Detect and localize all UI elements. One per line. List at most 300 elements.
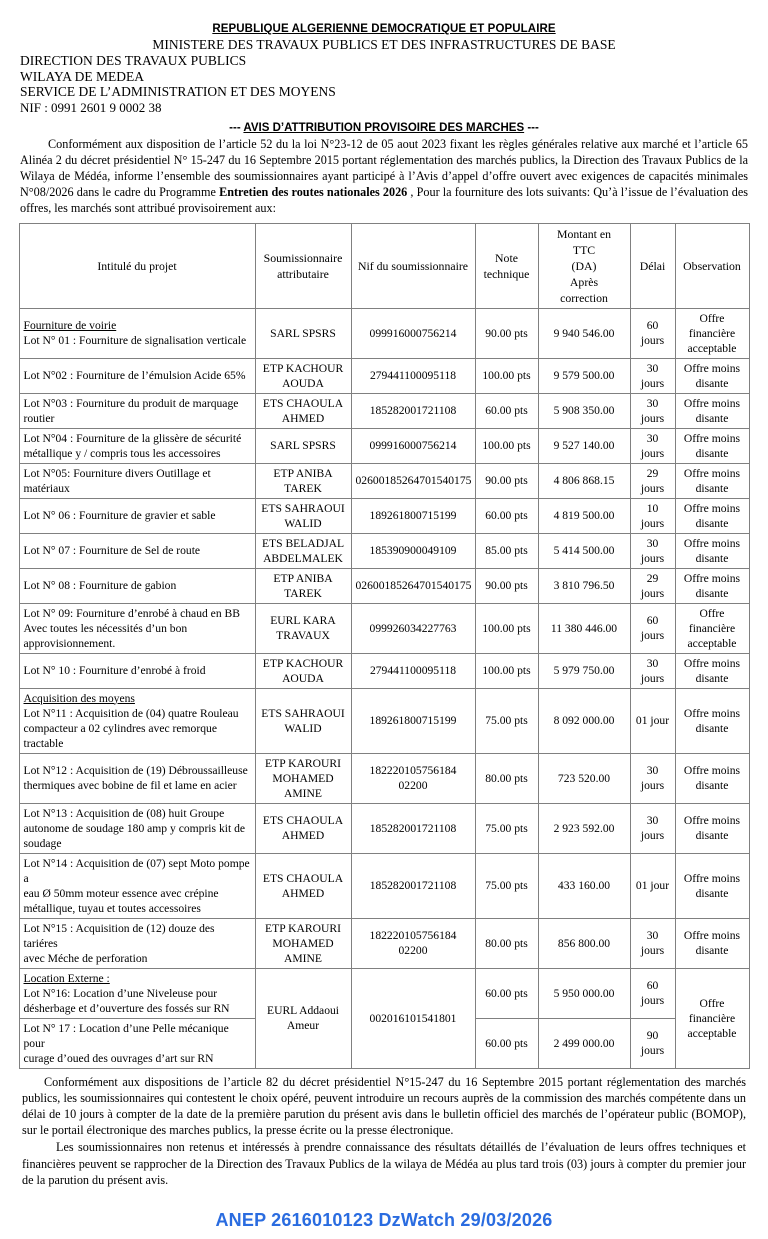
cell-nif-line-2: 02200 — [398, 944, 428, 958]
project-line-2: eau Ø 50mm moteur essence avec crépine — [23, 886, 219, 900]
cell-delai-line-1: 30 — [646, 396, 659, 410]
cell-delai-line-1: 01 jour — [635, 714, 670, 728]
cell-observation-line-2: disante — [695, 586, 729, 600]
cell-delai — [630, 498, 675, 533]
cell-observation-line-1: Offre moins — [683, 431, 741, 445]
cell-observation-line-1: Offre — [699, 996, 725, 1010]
cell-observation-line-2: disante — [695, 886, 729, 900]
cell-observation-line-2: disante — [695, 446, 729, 460]
cell-intitule-projet — [19, 603, 255, 653]
cell-nif-line-1: 189261800715199 — [369, 714, 457, 728]
cell-nif-line-1: 099916000756214 — [369, 439, 457, 453]
cell-soumissionnaire-line-1: EURL Addaoui — [266, 1004, 340, 1018]
cell-nif-line-1: 182220105756184 — [369, 764, 457, 778]
cell-intitule-projet — [19, 653, 255, 688]
intro-program-name: Entretien des routes nationales 2026 — [219, 185, 408, 200]
cell-note-technique: 80.00 pts — [475, 753, 538, 803]
table-row — [19, 688, 749, 753]
project-line-2: métallique y / compris tous les accessoires — [23, 446, 221, 460]
project-line-1: Lot N° 08 : Fourniture de gabion — [23, 579, 177, 593]
cell-soumissionnaire — [255, 358, 351, 393]
cell-delai-line-1: 30 — [646, 814, 659, 828]
notice-title-prefix: --- — [229, 121, 244, 134]
col-header-montant-line-1: Montant en — [556, 226, 612, 241]
cell-soumissionnaire — [255, 653, 351, 688]
cell-nif-line-1: 279441100095118 — [369, 664, 457, 678]
table-row — [19, 853, 749, 918]
intro-part2: , Pour la fourniture des lots suivants: Qu’à l’issue de l’évaluation des offres, les marchés sont attribué provisoirement aux: — [20, 185, 748, 216]
cell-intitule-projet — [19, 753, 255, 803]
cell-delai — [630, 568, 675, 603]
cell-delai-line-1: 29 — [646, 466, 659, 480]
project-line-1: Lot N° 07 : Fourniture de Sel de route — [23, 544, 201, 558]
project-line-1: Lot N°13 : Acquisition de (08) huit Groupe — [23, 806, 225, 820]
project-line-1: Lot N° 09: Fourniture d’enrobé à chaud en BB — [23, 606, 240, 620]
cell-delai-line-2: jours — [640, 481, 665, 495]
cell-soumissionnaire — [255, 853, 351, 918]
table-row — [19, 393, 749, 428]
cell-observation — [675, 498, 749, 533]
col-header-note-line-1: Note — [495, 250, 518, 265]
project-line-3: métallique, tuyau et toutes accessoires — [23, 901, 201, 915]
project-line-1: Lot N°16: Location d’une Niveleuse pour — [23, 986, 218, 1000]
cell-delai-line-2: jours — [640, 516, 665, 530]
table-row — [19, 498, 749, 533]
cell-note-technique: 80.00 pts — [475, 918, 538, 968]
cell-delai-line-1: 30 — [646, 361, 659, 375]
cell-montant-ttc: 5 979 750.00 — [538, 653, 630, 688]
cell-soumissionnaire-line-1: ETP KAROURI — [265, 756, 341, 770]
table-row — [19, 428, 749, 463]
cell-delai-line-1: 60 — [646, 614, 659, 628]
cell-montant-ttc: 9 527 140.00 — [538, 428, 630, 463]
cell-observation-line-1: Offre moins — [683, 656, 741, 670]
cell-observation-line-1: Offre moins — [683, 501, 741, 515]
cell-observation-line-2: disante — [695, 829, 729, 843]
cell-observation-line-1: Offre moins — [683, 571, 741, 585]
project-line-3: approvisionnement. — [23, 636, 116, 650]
col-header-montant-line-2: TTC — [572, 242, 596, 257]
cell-observation — [675, 428, 749, 463]
table-row — [19, 533, 749, 568]
cell-delai-line-2: jours — [640, 551, 665, 565]
attribution-table — [19, 223, 750, 1069]
project-group-title: Location Externe : — [23, 971, 110, 985]
cell-observation-line-3: acceptable — [687, 341, 737, 355]
cell-montant-ttc: 2 499 000.00 — [538, 1018, 630, 1068]
cell-note-technique: 100.00 pts — [475, 603, 538, 653]
cell-note-technique: 100.00 pts — [475, 428, 538, 463]
cell-observation — [675, 603, 749, 653]
project-line-2: thermiques avec bobine de fil et lame en acier — [23, 779, 237, 793]
cell-observation — [675, 853, 749, 918]
cell-delai-line-1: 01 jour — [635, 879, 670, 893]
cell-montant-ttc: 5 414 500.00 — [538, 533, 630, 568]
cell-note-technique: 85.00 pts — [475, 533, 538, 568]
cell-soumissionnaire-line-2: AOUDA — [282, 376, 324, 390]
cell-soumissionnaire — [255, 533, 351, 568]
col-header-soum-line-1: Soumissionnaire — [263, 250, 343, 265]
cell-observation-line-2: financière — [688, 326, 736, 340]
cell-nif — [351, 653, 475, 688]
cell-nif-line-1: 185282001721108 — [369, 404, 457, 418]
cell-observation-line-2: disante — [695, 671, 729, 685]
cell-soumissionnaire-line-1: EURL KARA — [270, 614, 336, 628]
cell-soumissionnaire-line-1: ETP ANIBA — [273, 571, 333, 585]
table-row — [19, 358, 749, 393]
project-group-title: Acquisition des moyens — [23, 691, 135, 705]
cell-delai — [630, 393, 675, 428]
cell-soumissionnaire — [255, 688, 351, 753]
cell-nif — [351, 853, 475, 918]
col-header-observation: Observation — [675, 223, 749, 308]
cell-observation-line-1: Offre moins — [683, 396, 741, 410]
cell-nif — [351, 568, 475, 603]
cell-intitule-projet — [19, 1018, 255, 1068]
project-line-2: désherbage et d’ouverture des fossés sur RN — [23, 1001, 230, 1015]
cell-delai-line-2: jours — [640, 446, 665, 460]
cell-montant-ttc: 2 923 592.00 — [538, 803, 630, 853]
intro-part1: Conformément aux disposition de l’article 52 du la loi N°23-12 de 05 aout 2023 fixant les règles générales relative aux marché et l’article 65 Alinéa 2 du décret présidentiel N° 15-247 du 16 Septembre 2015 portant réglementation des marchés publics, la Direction des Travaux Publics de la Wilaya de Médéa, informe l’ensemble des soumissionnaires ayant participé à l’Avis d’appel d’offre ouvert avec exigences de capacités minimales N°08/2026 dans le cadre du Programme — [20, 136, 748, 200]
cell-delai — [630, 533, 675, 568]
table-header-row — [19, 223, 749, 308]
cell-nif — [351, 393, 475, 428]
cell-nif — [351, 918, 475, 968]
cell-delai — [630, 1018, 675, 1068]
cell-observation-line-2: disante — [695, 779, 729, 793]
cell-nif-line-1: 099926034227763 — [369, 621, 457, 635]
cell-soumissionnaire-line-1: ETS CHAOULA — [262, 396, 344, 410]
cell-delai-line-1: 30 — [646, 764, 659, 778]
header-wilaya: WILAYA DE MEDEA — [20, 68, 144, 84]
cell-delai-line-1: 29 — [646, 571, 659, 585]
cell-montant-ttc: 4 819 500.00 — [538, 498, 630, 533]
cell-delai-line-1: 30 — [646, 536, 659, 550]
cell-soumissionnaire — [255, 428, 351, 463]
cell-delai-line-2: jours — [640, 944, 665, 958]
project-line-1: Lot N°12 : Acquisition de (19) Débroussailleuse — [23, 764, 248, 778]
cell-nif-line-1: 002016101541801 — [369, 1011, 457, 1025]
table-row — [19, 603, 749, 653]
cell-soumissionnaire-line-1: ETP KACHOUR — [262, 656, 344, 670]
intro-paragraph — [18, 136, 750, 217]
cell-delai-line-2: jours — [640, 411, 665, 425]
project-line-1: Lot N°15 : Acquisition de (12) douze des tariéres — [23, 921, 215, 950]
cell-intitule-projet — [19, 358, 255, 393]
cell-delai — [630, 853, 675, 918]
cell-observation-line-2: disante — [695, 376, 729, 390]
project-line-3: soudage — [23, 836, 62, 850]
cell-intitule-projet — [19, 688, 255, 753]
cell-soumissionnaire-line-1: ETP ANIBA — [273, 466, 333, 480]
cell-soumissionnaire-line-2: Ameur — [286, 1019, 320, 1033]
col-header-delai: Délai — [630, 223, 675, 308]
cell-delai-line-1: 90 — [646, 1029, 659, 1043]
cell-note-technique: 60.00 pts — [475, 393, 538, 428]
cell-note-technique: 60.00 pts — [475, 498, 538, 533]
cell-montant-ttc: 9 940 546.00 — [538, 308, 630, 358]
cell-delai-line-2: jours — [640, 829, 665, 843]
cell-nif-line-1: 02600185264701540175 — [355, 579, 472, 593]
cell-nif-line-1: 182220105756184 — [369, 929, 457, 943]
cell-soumissionnaire-line-2: AHMED — [281, 829, 325, 843]
project-line-1: Lot N°05: Fourniture divers Outillage et matériaux — [23, 466, 211, 495]
cell-delai — [630, 803, 675, 853]
cell-montant-ttc: 433 160.00 — [538, 853, 630, 918]
project-line-2: avec Méche de perforation — [23, 951, 148, 965]
cell-observation-line-1: Offre moins — [683, 764, 741, 778]
cell-delai — [630, 753, 675, 803]
cell-delai — [630, 308, 675, 358]
cell-soumissionnaire-line-1: ETS SAHRAOUI — [261, 706, 345, 720]
cell-montant-ttc: 3 810 796.50 — [538, 568, 630, 603]
cell-observation-line-1: Offre — [699, 606, 725, 620]
cell-observation — [675, 358, 749, 393]
cell-observation-line-2: financière — [688, 621, 736, 635]
cell-montant-ttc: 9 579 500.00 — [538, 358, 630, 393]
cell-note-technique: 90.00 pts — [475, 308, 538, 358]
cell-soumissionnaire-line-3: AMINE — [284, 951, 322, 965]
cell-soumissionnaire — [255, 918, 351, 968]
project-line-1: Lot N°04 : Fourniture de la glissère de sécurité — [23, 431, 242, 445]
cell-observation-line-1: Offre moins — [683, 466, 741, 480]
cell-soumissionnaire-line-1: ETP KAROURI — [265, 921, 341, 935]
table-body — [19, 308, 749, 1068]
cell-delai-line-2: jours — [640, 994, 665, 1008]
table-row — [19, 308, 749, 358]
col-header-montant-line-5: correction — [560, 290, 608, 305]
cell-nif — [351, 968, 475, 1068]
cell-observation — [675, 393, 749, 428]
closing-paragraph-1: Conformément aux dispositions de l’article 82 du décret présidentiel N°15-247 du 16 Septembre 2015 portant réglementation des marchés publics, les soumissionnaires qui contestent le choix opéré, peuvent introduire un recours auprès de la commission des marchés compétente dans un délai de 10 jours à compter de la date de la première parution du présent avis dans le bulletin officiel des marchés de l’opérateur public (BOMOP), sur le portail électronique des marches publics, la presse écrite ou la presse électronique. — [22, 1074, 746, 1138]
cell-montant-ttc: 5 950 000.00 — [538, 968, 630, 1018]
cell-delai-line-2: jours — [640, 1044, 665, 1058]
cell-nif-line-1: 099916000756214 — [369, 326, 457, 340]
cell-delai-line-1: 30 — [646, 656, 659, 670]
project-line-1: Lot N° 17 : Location d’une Pelle mécanique pour — [23, 1021, 229, 1050]
project-line-2: curage d’oued des ouvrages d’art sur RN — [23, 1051, 214, 1065]
project-line-1: Lot N°11 : Acquisition de (04) quatre Rouleau — [23, 706, 239, 720]
cell-soumissionnaire-line-3: AMINE — [284, 786, 322, 800]
project-line-2: routier — [23, 411, 55, 425]
table-row — [19, 568, 749, 603]
cell-observation-line-2: disante — [695, 411, 729, 425]
closing-paragraph-2: Les soumissionnaires non retenus et intéressés à prendre connaissance des résultats détaillés de l’évaluation de leurs offres techniques et financières peuvent se rapprocher de la Direction des Travaux Publics de la wilaya de Médéa au plus tard trois (03) jours à compter du premier jour de la parution du présent avis. — [22, 1140, 746, 1187]
cell-observation-line-1: Offre moins — [683, 361, 741, 375]
cell-nif — [351, 463, 475, 498]
col-header-note-line-2: technique — [483, 266, 530, 281]
notice-title-text: AVIS D’ATTRIBUTION PROVISOIRE DES MARCHES — [243, 121, 525, 134]
col-header-soum-line-2: attributaire — [277, 266, 329, 281]
cell-soumissionnaire — [255, 498, 351, 533]
cell-observation-line-1: Offre moins — [683, 814, 741, 828]
cell-delai — [630, 603, 675, 653]
cell-observation-line-3: acceptable — [687, 636, 737, 650]
cell-soumissionnaire-line-2: TRAVAUX — [276, 629, 330, 643]
header-nif: NIF : 0991 2601 9 0002 38 — [20, 99, 162, 115]
project-line-1: Lot N° 01 : Fourniture de signalisation verticale — [23, 334, 247, 348]
cell-soumissionnaire-line-1: ETP KACHOUR — [262, 361, 344, 375]
cell-delai — [630, 918, 675, 968]
cell-nif — [351, 603, 475, 653]
cell-observation-line-2: disante — [695, 551, 729, 565]
cell-observation — [675, 803, 749, 853]
project-line-1: Lot N°03 : Fourniture du produit de marquage — [23, 396, 239, 410]
cell-delai-line-1: 10 — [646, 501, 659, 515]
cell-delai — [630, 653, 675, 688]
cell-delai — [630, 358, 675, 393]
cell-soumissionnaire-line-2: AHMED — [281, 411, 325, 425]
cell-soumissionnaire-line-1: ETS CHAOULA — [262, 871, 344, 885]
cell-soumissionnaire-line-2: WALID — [284, 516, 322, 530]
cell-note-technique: 75.00 pts — [475, 688, 538, 753]
cell-intitule-projet — [19, 918, 255, 968]
cell-soumissionnaire-line-2: WALID — [284, 721, 322, 735]
cell-intitule-projet — [19, 968, 255, 1018]
cell-montant-ttc: 4 806 868.15 — [538, 463, 630, 498]
notice-title — [18, 122, 750, 134]
cell-observation — [675, 463, 749, 498]
cell-note-technique: 75.00 pts — [475, 803, 538, 853]
cell-delai-line-2: jours — [640, 629, 665, 643]
cell-nif — [351, 753, 475, 803]
cell-note-technique: 60.00 pts — [475, 1018, 538, 1068]
cell-observation — [675, 918, 749, 968]
cell-delai-line-2: jours — [640, 779, 665, 793]
cell-observation-line-2: disante — [695, 721, 729, 735]
cell-montant-ttc: 8 092 000.00 — [538, 688, 630, 753]
cell-nif — [351, 533, 475, 568]
col-header-nif: Nif du soumissionnaire — [351, 223, 475, 308]
cell-note-technique: 75.00 pts — [475, 853, 538, 918]
cell-intitule-projet — [19, 568, 255, 603]
project-line-2: Avec toutes les nécessités d’un bon — [23, 621, 188, 635]
cell-observation-line-1: Offre moins — [683, 536, 741, 550]
cell-soumissionnaire-line-2: MOHAMED — [272, 936, 334, 950]
cell-soumissionnaire-line-1: ETS CHAOULA — [262, 814, 344, 828]
cell-observation-line-1: Offre moins — [683, 929, 741, 943]
table-row — [19, 918, 749, 968]
cell-delai-line-1: 30 — [646, 929, 659, 943]
cell-nif — [351, 498, 475, 533]
cell-nif-line-1: 185390900049109 — [369, 544, 457, 558]
project-line-1: Lot N° 10 : Fourniture d’enrobé à froid — [23, 664, 206, 678]
document-header — [18, 22, 750, 53]
cell-intitule-projet — [19, 428, 255, 463]
cell-note-technique: 90.00 pts — [475, 568, 538, 603]
cell-delai-line-2: jours — [640, 671, 665, 685]
cell-montant-ttc: 856 800.00 — [538, 918, 630, 968]
cell-nif-line-1: 185282001721108 — [369, 879, 457, 893]
cell-delai-line-2: jours — [640, 586, 665, 600]
project-line-1: Lot N°14 : Acquisition de (07) sept Moto pompe a — [23, 856, 250, 885]
cell-delai-line-2: jours — [640, 376, 665, 390]
cell-observation — [675, 308, 749, 358]
cell-intitule-projet — [19, 498, 255, 533]
cell-soumissionnaire — [255, 968, 351, 1068]
cell-observation-line-3: acceptable — [687, 1026, 737, 1040]
cell-intitule-projet — [19, 803, 255, 853]
table-row — [19, 753, 749, 803]
col-header-projet: Intitulé du projet — [19, 223, 255, 308]
cell-montant-ttc: 5 908 350.00 — [538, 393, 630, 428]
cell-nif — [351, 803, 475, 853]
cell-delai — [630, 968, 675, 1018]
cell-note-technique: 100.00 pts — [475, 358, 538, 393]
cell-soumissionnaire — [255, 603, 351, 653]
cell-soumissionnaire-line-2: TAREK — [284, 586, 322, 600]
cell-soumissionnaire-line-2: AOUDA — [282, 671, 324, 685]
cell-nif — [351, 428, 475, 463]
cell-soumissionnaire — [255, 308, 351, 358]
project-line-2: autonome de soudage 180 amp y compris kit de — [23, 821, 246, 835]
cell-nif-line-1: 189261800715199 — [369, 509, 457, 523]
cell-soumissionnaire-line-1: SARL SPSRS — [270, 439, 336, 453]
cell-nif-line-1: 02600185264701540175 — [355, 474, 472, 488]
cell-observation-line-2: disante — [695, 481, 729, 495]
cell-note-technique: 60.00 pts — [475, 968, 538, 1018]
cell-nif-line-2: 02200 — [398, 779, 428, 793]
cell-note-technique: 100.00 pts — [475, 653, 538, 688]
col-header-soumissionnaire — [255, 223, 351, 308]
cell-nif-line-1: 185282001721108 — [369, 821, 457, 835]
table-row — [19, 653, 749, 688]
project-group-title: Fourniture de voirie — [23, 319, 117, 333]
cell-observation — [675, 653, 749, 688]
cell-soumissionnaire-line-2: TAREK — [284, 481, 322, 495]
cell-note-technique: 90.00 pts — [475, 463, 538, 498]
header-direction: DIRECTION DES TRAVAUX PUBLICS — [20, 53, 247, 68]
cell-delai-line-1: 60 — [646, 979, 659, 993]
cell-montant-ttc: 11 380 446.00 — [538, 603, 630, 653]
cell-soumissionnaire — [255, 393, 351, 428]
table-row — [19, 463, 749, 498]
notice-title-suffix: --- — [524, 121, 539, 134]
cell-observation — [675, 533, 749, 568]
cell-observation-line-1: Offre moins — [683, 871, 741, 885]
cell-soumissionnaire — [255, 753, 351, 803]
cell-soumissionnaire — [255, 803, 351, 853]
project-line-1: Lot N° 06 : Fourniture de gravier et sable — [23, 509, 216, 523]
cell-delai — [630, 428, 675, 463]
col-header-note — [475, 223, 538, 308]
cell-nif — [351, 688, 475, 753]
cell-observation-line-2: financière — [688, 1011, 736, 1025]
col-header-montant-line-4: Après — [569, 274, 599, 289]
col-header-montant-line-3: (DA) — [571, 258, 597, 273]
cell-intitule-projet — [19, 853, 255, 918]
cell-nif — [351, 358, 475, 393]
cell-intitule-projet — [19, 463, 255, 498]
cell-montant-ttc: 723 520.00 — [538, 753, 630, 803]
cell-delai-line-1: 60 — [646, 319, 659, 333]
cell-delai — [630, 463, 675, 498]
table-row — [19, 803, 749, 853]
cell-delai-line-2: jours — [640, 334, 665, 348]
cell-soumissionnaire-line-1: ETS SAHRAOUI — [261, 501, 345, 515]
cell-intitule-projet — [19, 533, 255, 568]
cell-observation — [675, 688, 749, 753]
cell-soumissionnaire-line-2: MOHAMED — [272, 771, 334, 785]
header-service: SERVICE DE L’ADMINISTRATION ET DES MOYENS — [20, 84, 336, 99]
cell-delai-line-1: 30 — [646, 431, 659, 445]
cell-observation-line-1: Offre moins — [683, 706, 741, 720]
col-header-montant — [538, 223, 630, 308]
cell-observation — [675, 568, 749, 603]
cell-soumissionnaire — [255, 568, 351, 603]
project-line-2: compacteur a 02 cylindres avec remorque tractable — [23, 721, 217, 750]
cell-intitule-projet — [19, 393, 255, 428]
